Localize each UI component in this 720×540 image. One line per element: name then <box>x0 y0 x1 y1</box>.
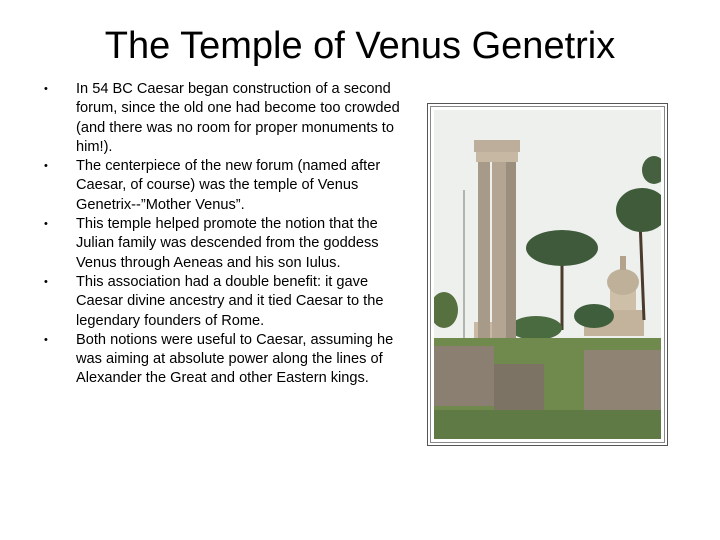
photo-dome-lantern <box>620 256 626 270</box>
bullet-text: Both notions were useful to Caesar, assuming he was aiming at absolute power along the lines of Alexander the Great and other Eastern kings. <box>76 331 394 387</box>
photo-ruin-wall <box>584 350 661 420</box>
photo-ruin-wall <box>434 346 494 406</box>
bullet-marker: • <box>44 218 48 231</box>
slide-title: The Temple of Venus Genetrix <box>104 25 616 67</box>
photo-entablature <box>474 140 520 152</box>
bullet-text: In 54 BC Caesar began construction of a second forum, since the old one had become too crowded (and there was no room for proper monuments to him!). <box>76 81 400 155</box>
bullet-marker: • <box>44 275 48 288</box>
bullet-marker: • <box>44 83 48 95</box>
bullet-item <box>44 273 404 331</box>
bullet-marker: • <box>44 333 48 346</box>
bullet-item <box>44 215 404 273</box>
photo-bush <box>574 304 614 328</box>
bullet-item <box>44 80 404 157</box>
photo-column <box>478 150 490 346</box>
bullet-text: This association had a double benefit: it gave Caesar divine ancestry and it tied Caesar to the legendary founders of Rome. <box>76 273 384 329</box>
bullet-list <box>44 80 404 389</box>
temple-photo-frame <box>427 103 668 446</box>
photo-tree-canopy <box>526 230 598 266</box>
bullet-item <box>44 331 404 389</box>
bullet-item <box>44 157 404 215</box>
photo-ruin-wall <box>434 410 661 439</box>
bullet-text: This temple helped promote the notion that the Julian family was descended from the goddess Venus through Aeneas and his son Iulus. <box>76 216 379 271</box>
bullet-marker: • <box>44 160 48 173</box>
bullet-text: The centerpiece of the new forum (named after Caesar, of course) was the temple of Venus Genetrix--”Mother Venus”. <box>76 158 381 213</box>
photo-dome <box>607 269 639 295</box>
photo-column <box>506 154 516 346</box>
photo-bush <box>510 316 562 340</box>
photo-ruin-wall <box>494 364 544 410</box>
photo-column <box>492 144 506 346</box>
photo-column-capital <box>476 152 518 162</box>
temple-ruins-photo <box>434 110 661 439</box>
